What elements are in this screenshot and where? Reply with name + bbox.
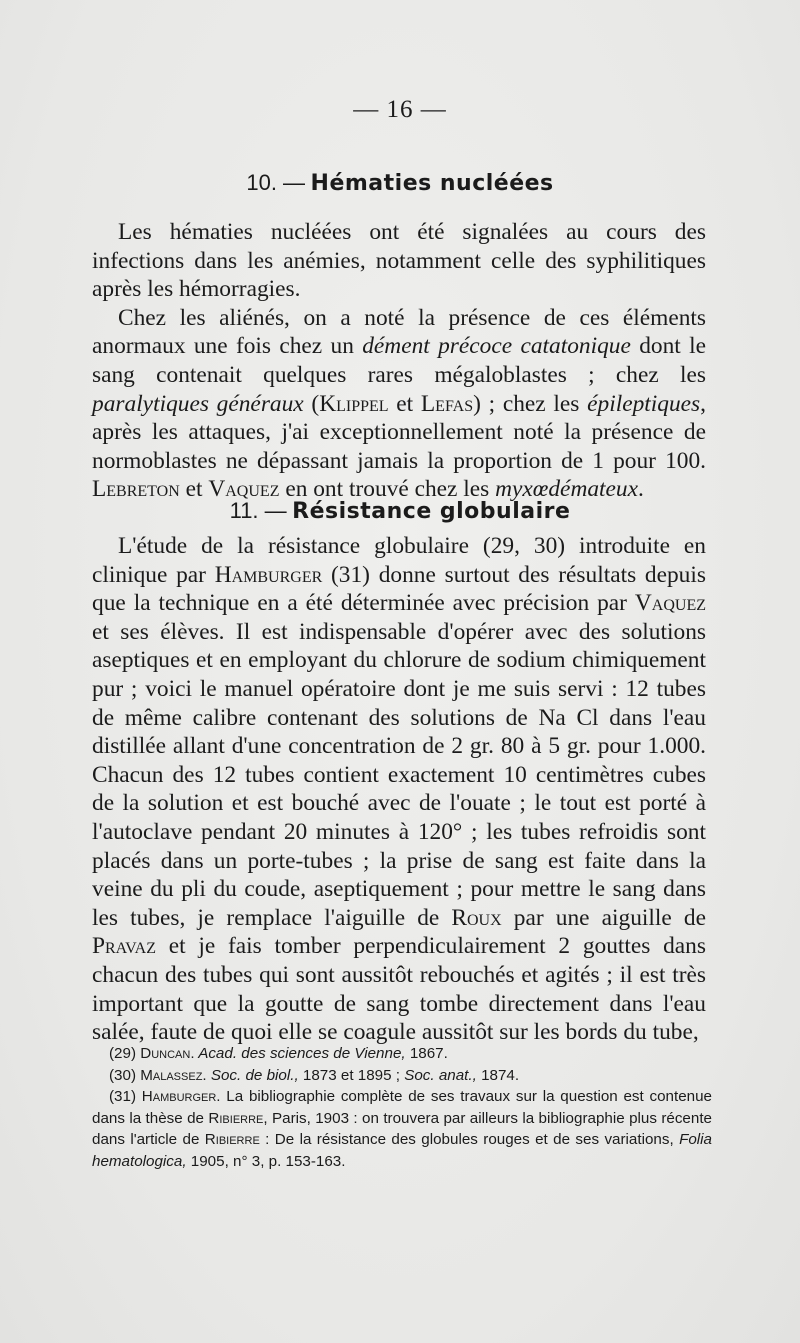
italic-term: épileptiques [587, 390, 701, 417]
author-name: Vaquez [208, 476, 280, 503]
text-run: (31) donne surtout des résultats depuis que la technique en a été déterminée avec précision par [92, 561, 706, 617]
paragraph: Les hématies nucléées ont été signalées au cours des infections dans les anémies, notamment celle des syphilitiques après les hémorragies. [92, 219, 706, 303]
journal-title: Soc. anat., [404, 1066, 477, 1084]
footnote-number: (30) [109, 1066, 141, 1084]
text-run: ) ; chez les [473, 390, 588, 417]
footnote-30 [92, 1065, 712, 1087]
author-name: Lefas [420, 390, 474, 417]
author-name: Hamburger [214, 561, 323, 588]
italic-term: dément précoce catatonique [362, 333, 631, 360]
text-run: par une aiguille de [501, 904, 706, 931]
footnote-number: (29) [109, 1045, 141, 1062]
text-run: et je fais tomber perpendiculairement 2 gouttes dans chacun des tubes qui sont aussitôt rebouchés et agités ; il est très important que la goutte de sang tombe directement dans l'eau salée, faute de quoi elle se coagule aussitôt sur les bords du tube, [92, 933, 706, 1046]
text-run: 1874. [476, 1066, 520, 1084]
text-run: L'étude de la résistance globulaire (29, 30) introduite en clinique par [92, 533, 706, 588]
author-name: Duncan. [140, 1045, 195, 1062]
text-run: et [179, 476, 209, 503]
section-heading-10 [0, 170, 800, 196]
text-run: 1867. [405, 1045, 448, 1062]
text-run: La bibliographie complète de ses travaux sur la question est contenue dans la thèse de [92, 1088, 713, 1127]
paragraph [92, 304, 706, 504]
text-run: , Paris, 1903 : on trouvera par ailleurs la bibliographie plus récente dans l'article de [92, 1109, 712, 1149]
text-run: . [638, 476, 644, 503]
footnote-31 [92, 1086, 712, 1172]
author-name: Ribierre [208, 1109, 264, 1127]
author-name: Hamburger. [141, 1088, 221, 1106]
text-run: 1905, n° 3, p. 153-163. [186, 1152, 346, 1170]
text-run: , après les attaques, j'ai exceptionnellement noté la présence de normoblastes ne dépassant jamais la proportion de 1 pour 100. [92, 390, 707, 474]
author-name: Ribierre [204, 1131, 260, 1149]
text-run: ( [303, 390, 320, 417]
footnote-29 [92, 1043, 712, 1065]
text-run: et ses élèves. Il est indispensable d'opérer avec des solutions aseptiques et en employant du chlorure de sodium chimiquement pur ; voici le manuel opératoire dont je me suis servi : 12 tubes de même calibre contenant des solutions de Na Cl dans l'eau distillée allant d'une concentration de 2 gr. 80 à 5 gr. pour 1.000. Chacun des 12 tubes contient exactement 10 centimètres cubes de la solution et est bouché avec de l'ouate ; le tout est porté à l'autoclave pendant 20 minutes à 120° ; les tubes refroidis sont placés dans un porte-tubes ; la prise de sang est faite dans la veine du pli du coude, aseptiquement ; pour mettre le sang dans les tubes, je remplace l'aiguille de [92, 618, 706, 931]
author-name: Vaquez [634, 590, 706, 617]
text-run: : De la résistance des globules rouges et de ses variations, [259, 1131, 680, 1149]
text-run: Chez les aliénés, on a noté la présence de ces éléments anormaux une fois chez un [92, 304, 706, 360]
author-name: Lebreton [92, 476, 180, 503]
footnotes [92, 1043, 712, 1173]
section-heading-11 [0, 498, 800, 524]
journal-title: Acad. des sciences de Vienne, [194, 1045, 406, 1062]
page-number: — 16 — [353, 96, 447, 123]
text-run: 1873 et 1895 ; [298, 1066, 405, 1084]
author-name: Roux [451, 904, 502, 931]
section-11-body [92, 532, 706, 1047]
author-name: Klippel [319, 390, 389, 417]
section-title: Hématies nucléées [310, 171, 554, 196]
section-title: Résistance globulaire [292, 499, 571, 524]
paragraph [92, 532, 706, 1047]
journal-title: Folia hematologica, [92, 1131, 712, 1170]
footnote-number: (31) [109, 1088, 142, 1106]
section-10-body [92, 218, 706, 504]
text-run: en ont trouvé chez les [279, 476, 496, 503]
italic-term: myxœdémateux [495, 476, 638, 503]
author-name: Malassez. [140, 1066, 207, 1084]
section-number: 11. — [229, 498, 287, 523]
text-run: et [388, 390, 421, 417]
section-number: 10. — [246, 170, 306, 195]
author-name: Pravaz [92, 933, 156, 960]
text-run: dont le sang contenait quelques rares mégaloblastes ; chez les [92, 333, 706, 388]
italic-term: paralytiques généraux [92, 390, 304, 417]
journal-title: Soc. de biol., [206, 1066, 299, 1084]
